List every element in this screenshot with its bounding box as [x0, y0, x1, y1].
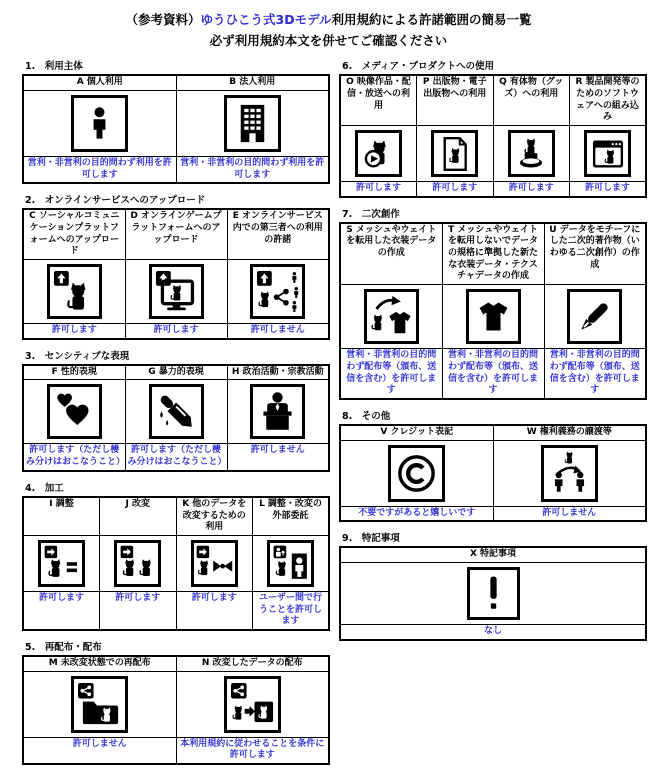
cell-label: I 調整	[49, 498, 74, 509]
cell-label: U データをモチーフにした二次的著作物（いわゆる二次創作）の作成	[549, 224, 641, 270]
fountain-pen-icon	[567, 289, 622, 344]
cell-label: A 個人利用	[76, 77, 123, 88]
status-text: 許可します	[508, 183, 554, 193]
section-heading: 8. その他	[342, 410, 391, 422]
status-text: 許可します	[191, 592, 237, 603]
upload-game-platform-icon	[149, 264, 204, 319]
cell-label: L 調整・改変の外部委託	[259, 498, 322, 521]
cell-label: J 改変	[125, 498, 150, 509]
status-text: 許可します	[584, 183, 630, 193]
title-suffix: 利用規約による許諾範囲の簡易一覧	[331, 12, 532, 27]
status-text: 営利・非営利の目的問わず利用を許可します	[180, 157, 325, 180]
section-heading: 5. 再配布・配布	[25, 641, 102, 653]
outsource-door-icon	[267, 540, 314, 587]
section-heading: 7. 二次創作	[342, 208, 400, 220]
cell-label: C ソーシャルコミュニケーションプラットフォームへのアップロード	[29, 211, 120, 257]
status-text: 営利・非営利の目的問わず配布等（頒布、送信を含む）を許可します	[447, 350, 538, 396]
section-usage-subject	[22, 58, 330, 184]
permission-table	[339, 546, 647, 640]
cat-to-clothes-icon	[364, 289, 419, 344]
exclamation-icon	[467, 567, 520, 620]
cell-label: Q 有体物（グッズ）への利用	[499, 77, 564, 99]
status-text: 許可します	[153, 325, 199, 336]
software-window-cat-icon	[584, 130, 631, 177]
redistribute-folder-cat-icon	[71, 676, 128, 733]
right-column	[339, 58, 647, 648]
goods-figurine-cat-icon	[508, 130, 555, 177]
clothes-icon	[466, 289, 521, 344]
permission-table	[22, 208, 330, 339]
left-column	[22, 58, 330, 773]
cell-label: G 暴力的表現	[148, 366, 204, 377]
permission-table	[22, 364, 330, 472]
status-text: 許可しません	[542, 507, 597, 518]
section-heading: 2. オンラインサービスへのアップロード	[25, 195, 206, 207]
status-text: なし	[483, 625, 502, 636]
section-heading: 9. 特記事項	[342, 533, 400, 545]
section-media-product	[339, 58, 647, 197]
cell-label: V クレジット表記	[380, 426, 454, 437]
section-processing	[22, 480, 330, 631]
page-subtitle: 必ず利用規約本文を併せてご確認ください	[209, 33, 448, 49]
status-text: 許可します	[355, 183, 401, 193]
title-model-name: ゆうひこう式3Dモデル	[200, 12, 332, 27]
status-text: 許可します（ただし棲み分けはおこなうこと）	[127, 445, 227, 468]
hearts-icon	[47, 384, 102, 439]
section-heading: 4. 加工	[25, 482, 64, 494]
adjust-cat-equal-icon	[38, 540, 85, 587]
person-icon	[71, 95, 128, 152]
cell-label: F 性的表現	[51, 366, 97, 377]
video-play-cat-icon	[355, 130, 402, 177]
status-text: 不要ですがあると嬉しいです	[358, 507, 476, 518]
upload-share-third-party-icon	[250, 264, 305, 319]
section-sensitive-expression	[22, 348, 330, 472]
status-text: 許可しません	[250, 325, 305, 336]
copyright-icon	[388, 445, 445, 502]
content-columns	[0, 49, 657, 773]
status-text: ユーザー間で行うことを許可します	[258, 592, 322, 627]
section-redistribution	[22, 639, 330, 765]
status-text: 営利・非営利の目的問わず利用を許可します	[27, 157, 172, 180]
cell-label: D オンラインゲームプラットフォームへのアップロード	[130, 211, 222, 245]
cell-label: E オンラインサービス内での第三者への利用の許諾	[232, 211, 323, 245]
page-title	[0, 12, 657, 28]
cell-label: T メッシュやウェイトを転用しないでデータの規格に準拠した新たな衣装データ・テクスチャデータの作成	[447, 224, 538, 282]
rights-transfer-icon	[541, 445, 598, 502]
knife-icon	[149, 384, 204, 439]
cell-label: K 他のデータを改変するための利用	[182, 498, 247, 533]
section-heading: 6. メディア・プロダクトへの使用	[342, 61, 494, 73]
title-prefix: （参考資料）	[125, 12, 201, 27]
status-text: 許可しません	[250, 445, 305, 456]
cell-label: X 特記事項	[469, 549, 517, 560]
distribute-modified-cat-icon	[224, 676, 281, 733]
section-derivative-works	[339, 206, 647, 400]
office-building-icon	[224, 95, 281, 152]
status-text: 許可します	[38, 592, 84, 603]
upload-cat-icon	[47, 264, 102, 319]
permission-table	[22, 496, 330, 631]
section-heading: 1. 利用主体	[25, 61, 83, 73]
cell-label: H 政治活動・宗教活動	[231, 366, 324, 377]
cell-label: R 製品開発等のためのソフトウェアへの組み込み	[575, 77, 640, 123]
podium-speech-icon	[250, 384, 305, 439]
publication-page-cat-icon	[431, 130, 478, 177]
modify-other-data-icon	[191, 540, 238, 587]
cell-label: N 改変したデータの配布	[201, 657, 303, 668]
status-text: 許可します（ただし棲み分けはおこなうこと）	[26, 445, 126, 468]
section-online-upload	[22, 192, 330, 339]
cell-label: W 権利義務の譲渡等	[526, 426, 612, 437]
cell-label: M 未改変状態での再配布	[48, 657, 151, 668]
status-text: 本利用規約に従わせることを条件に許可します	[180, 738, 325, 761]
cell-label: O 映像作品・配信・放送への利用	[346, 77, 411, 111]
section-heading: 3. センシティブな表現	[25, 350, 130, 362]
status-text: 許可しません	[72, 738, 127, 749]
status-text: 許可します	[432, 183, 478, 193]
permission-table	[22, 74, 330, 184]
status-text: 営利・非営利の目的問わず配布等（頒布、送信を含む）を許可します	[346, 350, 437, 396]
status-text: 営利・非営利の目的問わず配布等（頒布、送信を含む）を許可します	[549, 350, 640, 396]
cell-label: S メッシュやウェイトを転用した衣装データの作成	[346, 224, 437, 259]
permission-table	[339, 424, 647, 522]
status-text: 許可します	[51, 325, 97, 336]
permission-table	[22, 655, 330, 765]
modify-two-cats-icon	[114, 540, 161, 587]
cell-label: P 出版物・電子出版物への利用	[422, 77, 487, 99]
section-others	[339, 408, 647, 522]
permission-table	[339, 222, 647, 400]
cell-label: B 法人利用	[229, 77, 276, 88]
permission-table	[339, 74, 647, 197]
section-special-notes	[339, 530, 647, 640]
status-text: 許可します	[115, 592, 161, 603]
